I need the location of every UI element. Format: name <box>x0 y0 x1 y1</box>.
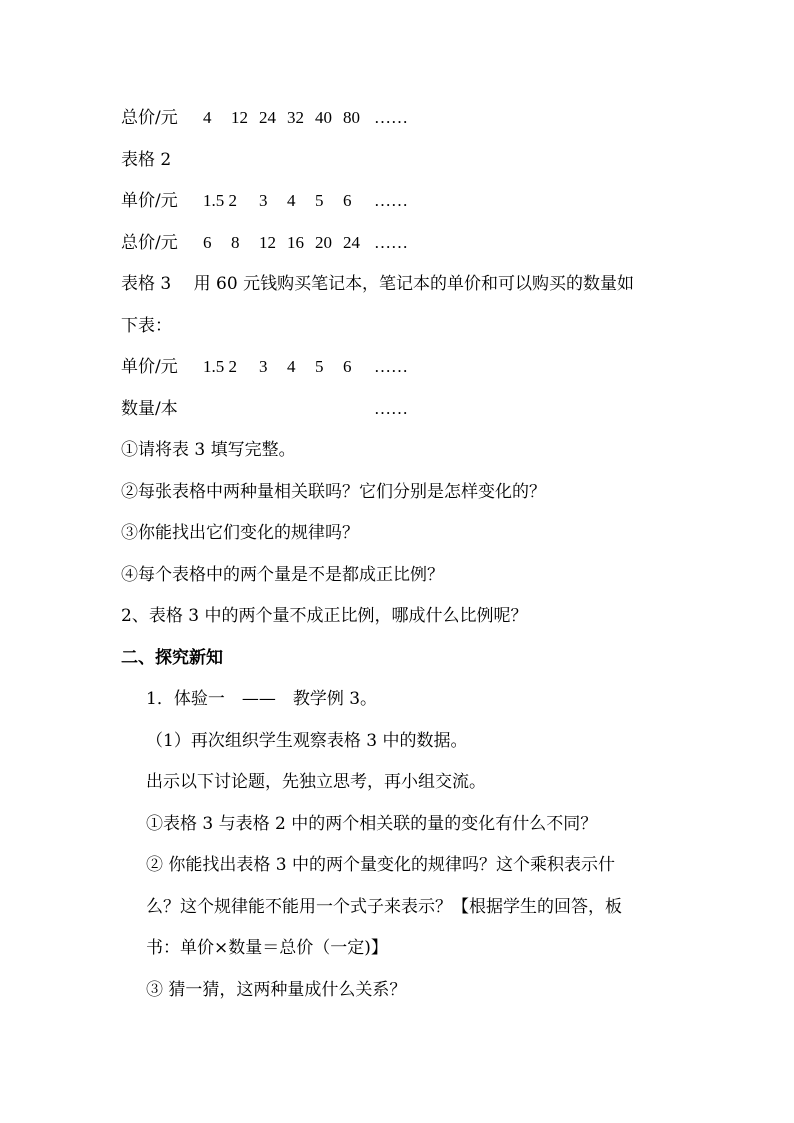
row-label: 总价/元 <box>121 108 178 128</box>
row-label: 单价/元 <box>121 357 178 377</box>
value-cell: 3 <box>259 191 268 210</box>
ellipsis: …… <box>374 108 408 127</box>
value-cell: 6 <box>343 357 352 376</box>
table3-unit-row <box>121 355 421 379</box>
ellipsis: …… <box>374 191 408 210</box>
table2-title: 表格 2 <box>121 150 172 170</box>
value-cell: 1.5 2 <box>203 191 237 210</box>
value-cell: 6 <box>343 191 352 210</box>
question-3: ③你能找出它们变化的规律吗？ <box>121 523 359 543</box>
value-cell: 4 <box>287 357 296 376</box>
subsection-1-1: （1）再次组织学生观察表格 3 中的数据。 <box>146 731 468 751</box>
table3-intro: 表格 3 用 60 元钱购买笔记本，笔记本的单价和可以购买的数量如 <box>121 274 635 294</box>
discussion-1: ①表格 3 与表格 2 中的两个相关联的量的变化有什么不同？ <box>146 814 598 834</box>
table1-total-row <box>121 106 421 130</box>
value-cell: 12 <box>259 233 276 252</box>
value-cell: 80 <box>343 108 360 127</box>
question-4: ④每个表格中的两个量是不是都成正比例？ <box>121 565 444 585</box>
value-cell: 12 <box>231 108 248 127</box>
value-cell: 16 <box>287 233 304 252</box>
discussion-2c: 书：单价×数量＝总价（一定)】 <box>146 938 388 958</box>
discussion-intro: 出示以下讨论题，先独立思考，再小组交流。 <box>146 772 486 792</box>
discussion-2b: 么？这个规律能不能用一个式子来表示？【根据学生的回答，板 <box>146 897 622 917</box>
value-cell: 6 <box>203 233 212 252</box>
value-cell: 3 <box>259 357 268 376</box>
value-cell: 24 <box>259 108 276 127</box>
value-cell: 32 <box>287 108 304 127</box>
value-cell: 4 <box>287 191 296 210</box>
ellipsis: …… <box>374 233 408 252</box>
value-cell: 4 <box>203 108 212 127</box>
value-cell: 5 <box>315 191 324 210</box>
value-cell: 5 <box>315 357 324 376</box>
table3-intro-cont: 下表： <box>121 316 172 336</box>
row-label: 总价/元 <box>121 233 178 253</box>
value-cell: 20 <box>315 233 332 252</box>
question-1: ①请将表 3 填写完整。 <box>121 440 296 460</box>
ellipsis: …… <box>374 357 408 376</box>
table3-qty-row <box>121 397 421 421</box>
row-label: 数量/本 <box>121 399 178 419</box>
value-cell: 24 <box>343 233 360 252</box>
table2-total-row <box>121 231 421 255</box>
discussion-3: ③ 猜一猜，这两种量成什么关系？ <box>146 980 407 1000</box>
value-cell: 40 <box>315 108 332 127</box>
ellipsis: …… <box>374 399 408 418</box>
question-2: ②每张表格中两种量相关联吗？它们分别是怎样变化的？ <box>121 482 546 502</box>
table2-unit-row <box>121 189 421 213</box>
discussion-2a: ② 你能找出表格 3 中的两个量变化的规律吗？这个乘积表示什 <box>146 855 616 875</box>
subsection-1: 1．体验一 —— 教学例 3。 <box>146 689 378 709</box>
value-cell: 1.5 2 <box>203 357 237 376</box>
item-2: 2、表格 3 中的两个量不成正比例，哪成什么比例呢？ <box>121 606 528 626</box>
row-label: 单价/元 <box>121 191 178 211</box>
value-cell: 8 <box>231 233 240 252</box>
section-title: 二、探究新知 <box>121 648 223 668</box>
